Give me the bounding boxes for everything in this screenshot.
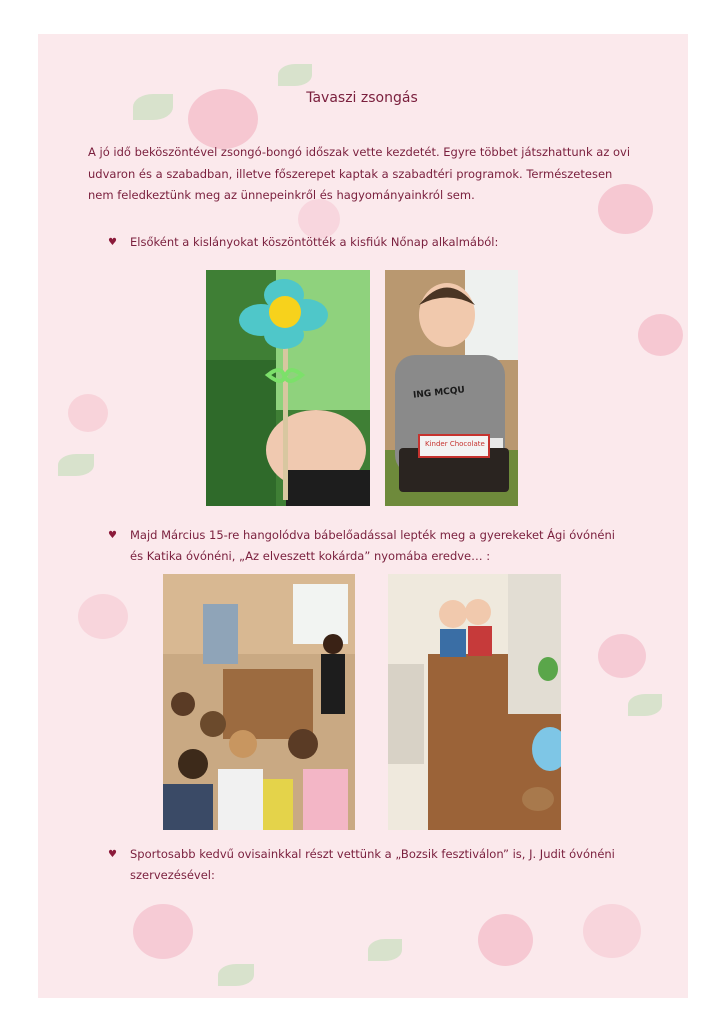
- leaf-decoration: [58, 454, 94, 476]
- heart-icon: ♥: [108, 849, 117, 860]
- flower-decoration: [133, 904, 193, 959]
- photo-puppet-audience: [163, 574, 355, 830]
- heart-icon: ♥: [108, 237, 117, 248]
- photo-puppet-theatre: [388, 574, 561, 830]
- leaf-decoration: [368, 939, 402, 961]
- flower-decoration: [638, 314, 683, 356]
- photo-flower-lollipop: [206, 270, 370, 506]
- flower-decoration: [478, 914, 533, 966]
- leaf-decoration: [278, 64, 312, 86]
- chocolate-box-label: Kinder Chocolate: [425, 440, 485, 448]
- shirt-print: ING MCQU: [412, 385, 466, 401]
- photo-flower-lollipop-image: [206, 270, 370, 506]
- flower-decoration: [78, 594, 128, 639]
- page-title: Tavaszi zsongás: [306, 90, 418, 106]
- intro-paragraph: A jó idő beköszöntével zsongó-bongó időszak vette kezdetét. Egyre többet játszhattunk az ovi udvaron és a szabadban, illetve főszerepet kaptak a szabadtéri programok. Természetesen nem feledkeztünk meg az ünnepeinkről és hagyományainkról sem.: [88, 145, 631, 202]
- list-item-text: Elsőként a kislányokat köszöntötték a kisfiúk Nőnap alkalmából:: [130, 235, 499, 249]
- flower-decoration: [598, 634, 646, 678]
- leaf-decoration: [628, 694, 662, 716]
- heart-icon: ♥: [108, 530, 117, 541]
- photo-boy-chocolate: [385, 270, 518, 506]
- list-item-text: Sportosabb kedvű ovisainkkal részt vettünk a „Bozsik fesztiválon” is, J. Judit óvónéni szervezésével:: [130, 847, 615, 882]
- leaf-decoration: [218, 964, 254, 986]
- flower-decoration: [68, 394, 108, 432]
- photo-puppet-audience-image: [163, 574, 355, 830]
- list-item-text: Majd Március 15-re hangolódva bábelőadással lepték meg a gyerekeket Ági óvónéni és Katika óvónéni, „Az elveszett kokárda” nyomába eredve… :: [130, 528, 615, 563]
- photo-puppet-theatre-image: [388, 574, 561, 830]
- flower-decoration: [583, 904, 641, 958]
